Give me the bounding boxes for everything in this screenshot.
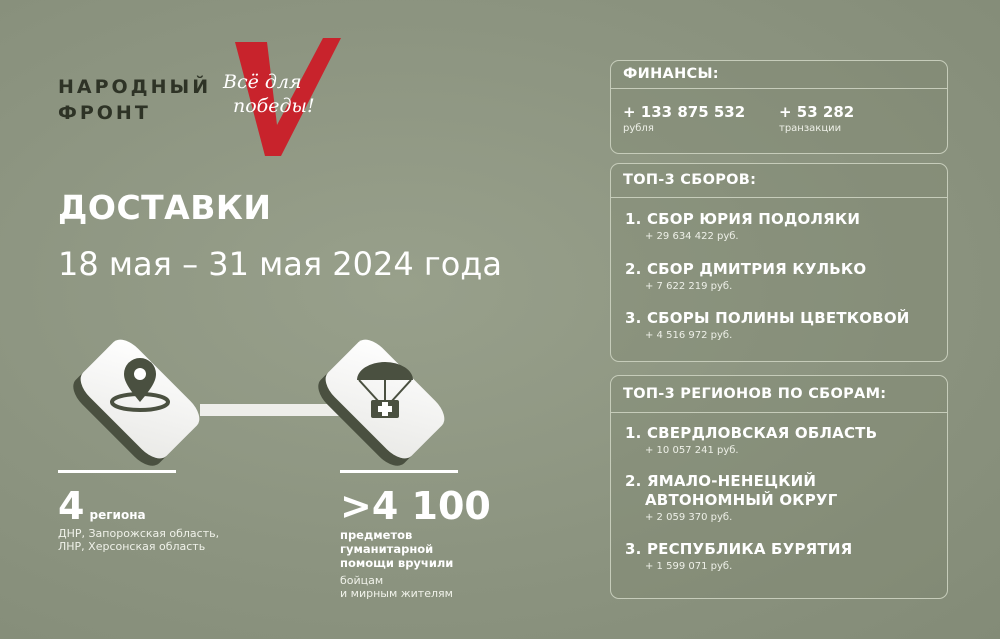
region-sum: + 1 599 071 руб. [645, 561, 733, 572]
regions-list-line: ДНР, Запорожская область, [58, 527, 220, 540]
finance-transactions-value: + 53 282 [779, 103, 855, 121]
regions-tile [60, 352, 220, 462]
region-name: 1. СВЕРДЛОВСКАЯ ОБЛАСТЬ [625, 424, 878, 442]
collection-sum: + 4 516 972 руб. [645, 330, 733, 341]
map-pin-icon [60, 352, 220, 442]
regions-stat [58, 486, 146, 526]
parachute-aid-icon [305, 352, 465, 442]
collection-name: 1. СБОР ЮРИЯ ПОДОЛЯКИ [625, 210, 861, 228]
top-collections-panel [610, 163, 948, 362]
organization-logo-text [58, 74, 211, 126]
collection-item [625, 210, 860, 242]
aid-recipients-line: бойцам [340, 574, 384, 587]
stat-divider [58, 470, 176, 473]
aid-desc-line: помощи вручили [340, 556, 454, 570]
top-regions-panel [610, 375, 948, 599]
region-name-continued: АВТОНОМНЫЙ ОКРУГ [645, 491, 838, 509]
top-collections-heading: ТОП-3 СБОРОВ: [611, 164, 947, 198]
region-item [625, 472, 837, 523]
logo-line-2: ФРОНТ [58, 102, 151, 124]
logo-line-1: НАРОДНЫЙ [58, 76, 212, 98]
aid-items-description [340, 528, 453, 570]
regions-list [58, 527, 219, 553]
collection-sum: + 29 634 422 руб. [645, 231, 739, 242]
region-item [625, 424, 877, 456]
aid-desc-line: предметов [340, 528, 413, 542]
region-sum: + 10 057 241 руб. [645, 445, 739, 456]
finance-panel [610, 60, 948, 154]
collection-sum: + 7 622 219 руб. [645, 281, 733, 292]
aid-desc-line: гуманитарной [340, 542, 434, 556]
slogan-line-1: Всё для [223, 71, 302, 93]
finance-heading: ФИНАНСЫ: [611, 61, 947, 89]
slogan-logo [215, 30, 345, 160]
report-period: 18 мая – 31 мая 2024 года [58, 245, 503, 283]
finance-transactions [779, 103, 854, 134]
regions-list-line: ЛНР, Херсонская область [58, 540, 206, 553]
region-item [625, 540, 852, 572]
aid-tile [305, 352, 465, 462]
collection-item [625, 260, 866, 292]
finance-transactions-label: транзакции [779, 123, 842, 134]
region-name: 3. РЕСПУБЛИКА БУРЯТИЯ [625, 540, 853, 558]
finance-amount-label: рубля [623, 123, 654, 134]
finance-amount [623, 103, 745, 134]
region-sum: + 2 059 370 руб. [645, 512, 733, 523]
regions-count: 4 [58, 484, 85, 528]
slogan-line-2: победы! [233, 95, 315, 117]
aid-items-count: >4 100 [340, 484, 491, 528]
collection-item [625, 309, 910, 341]
page-title: ДОСТАВКИ [58, 188, 272, 227]
top-regions-heading: ТОП-3 РЕГИОНОВ ПО СБОРАМ: [611, 376, 947, 413]
aid-recipients-line: и мирным жителям [340, 587, 453, 600]
regions-unit: региона [89, 508, 146, 522]
finance-amount-value: + 133 875 532 [623, 103, 746, 121]
aid-recipients [340, 574, 453, 600]
collection-name: 2. СБОР ДМИТРИЯ КУЛЬКО [625, 260, 867, 278]
collection-name: 3. СБОРЫ ПОЛИНЫ ЦВЕТКОВОЙ [625, 309, 910, 327]
region-name: 2. ЯМАЛО-НЕНЕЦКИЙ [625, 472, 817, 490]
stat-divider [340, 470, 458, 473]
